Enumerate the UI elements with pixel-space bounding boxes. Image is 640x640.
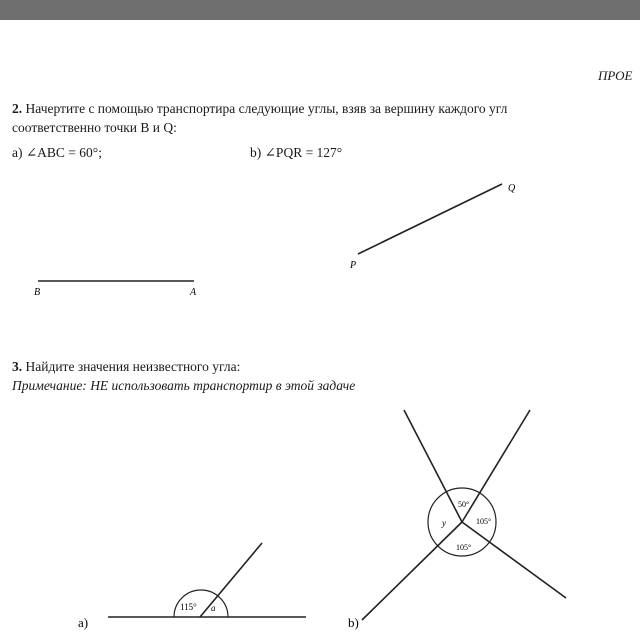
task3-note-text: НЕ использовать транспортир в этой задаче (90, 378, 356, 393)
label-a: A (190, 287, 197, 298)
fig-a-unknown-a: a (211, 603, 216, 613)
label-p: P (350, 260, 357, 271)
task2-number: 2. (12, 101, 23, 116)
task3-number: 3. (12, 359, 23, 374)
fig-b-angle-top: 50° (458, 500, 470, 509)
fig-b-unknown-y: y (442, 518, 446, 528)
fig-b-ray-bottom-right (462, 522, 566, 598)
fig-a-label: a) (78, 615, 89, 630)
task2-part-a: a) ∠ABC = 60°; (12, 145, 102, 160)
fig-a-ray (200, 543, 262, 617)
fig-b-angle-bottom: 105° (456, 543, 472, 552)
fig-b-ray-top-right (462, 410, 530, 522)
task3-text: Найдите значения неизвестного угла: (25, 359, 241, 374)
task2-part-b: b) ∠PQR = 127° (250, 145, 343, 160)
task3-note-label: Примечание: (12, 378, 87, 393)
task2-text-line1: Начертите с помощью транспортира следующие углы, взяв за вершину каждого угл (25, 101, 508, 116)
label-q: Q (508, 183, 516, 194)
fig-b-angle-right: 105° (476, 517, 492, 526)
task2-text-line2: соответственно точки B и Q: (12, 120, 177, 135)
ray-pq (358, 184, 502, 254)
fig-b-ray-bottom-left (362, 522, 462, 620)
fig-b-label: b) (348, 615, 359, 630)
fig-a-angle-115: 115° (180, 602, 197, 612)
header-fragment: ПРОЕ (598, 68, 633, 83)
label-b: B (34, 287, 41, 298)
